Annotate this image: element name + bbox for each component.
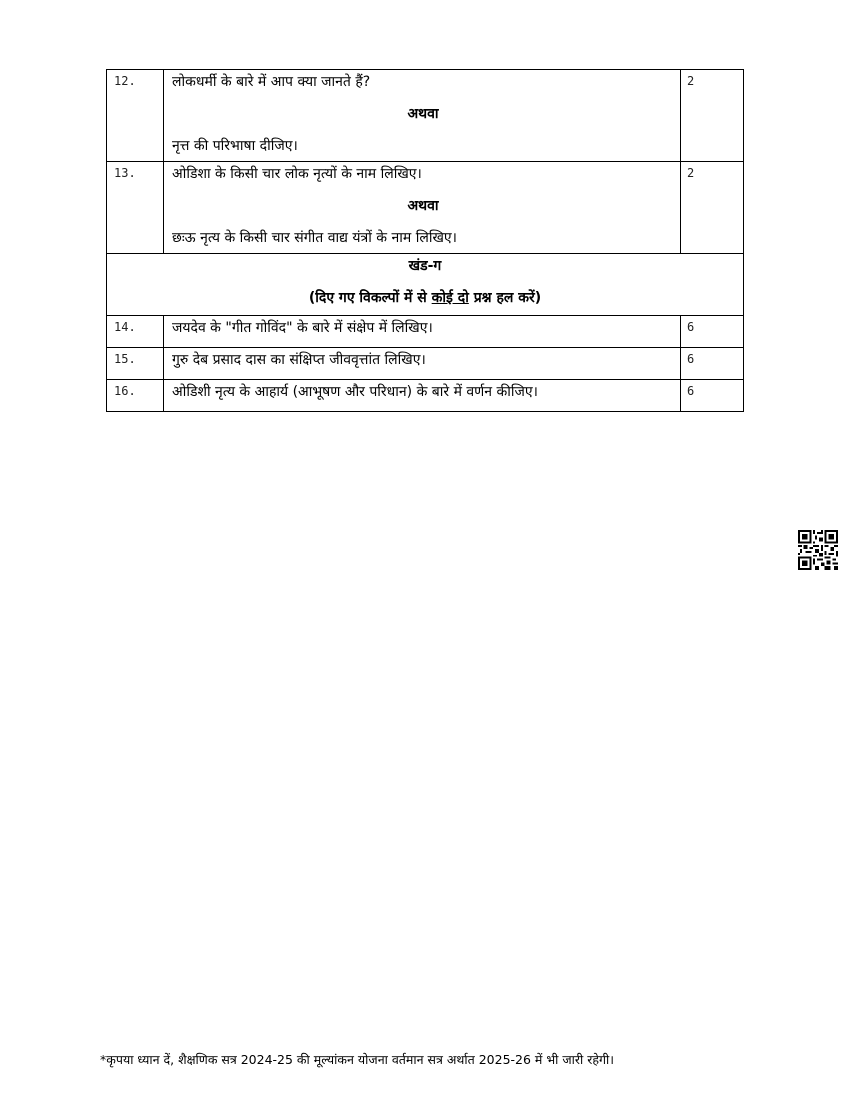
footer-note: *कृपया ध्यान दें, शैक्षणिक सत्र 2024-25 की मूल्यांकन योजना वर्तमान सत्र अर्थात 2025-26 में भी जारी रहेगी।: [100, 1052, 614, 1067]
alternative-question-text: नृत्त की परिभाषा दीजिए।: [172, 138, 298, 154]
question-text: ओडिशा के किसी चार लोक नृत्यों के नाम लिखिए।: [172, 166, 422, 182]
question-text: जयदेव के "गीत गोविंद" के बारे में संक्षेप में लिखिए।: [164, 316, 681, 348]
instruction-underlined-text: कोई दो: [431, 290, 469, 306]
question-table: [106, 69, 744, 412]
section-instruction: [107, 289, 743, 307]
question-row-12: [107, 70, 744, 162]
marks: 2: [681, 70, 744, 162]
marks: 2: [681, 162, 744, 254]
question-number: 14.: [107, 316, 164, 348]
question-number: 16.: [107, 380, 164, 412]
or-label: अथवा: [407, 198, 439, 214]
marks: 6: [681, 348, 744, 380]
alternative-question-text: छःऊ नृत्य के किसी चार संगीत वाद्य यंत्रों के नाम लिखिए।: [172, 230, 457, 246]
instruction-text-end: प्रश्न हल करें): [468, 290, 542, 306]
qr-code-icon: [798, 530, 838, 570]
question-text: गुरु देब प्रसाद दास का संक्षिप्त जीववृत्तांत लिखिए।: [164, 348, 681, 380]
question-text-cell: [164, 162, 681, 254]
question-row-13: [107, 162, 744, 254]
question-row-16: [107, 380, 744, 412]
marks: 6: [681, 380, 744, 412]
question-text-cell: [164, 70, 681, 162]
section-title: खंड-ग: [408, 258, 442, 274]
question-text: लोकधर्मी के बारे में आप क्या जानते हैं?: [172, 74, 371, 90]
question-number: 12.: [107, 70, 164, 162]
question-text: ओडिशी नृत्य के आहार्य (आभूषण और परिधान) के बारे में वर्णन कीजिए।: [164, 380, 681, 412]
section-header: [107, 254, 744, 316]
marks: 6: [681, 316, 744, 348]
question-number: 13.: [107, 162, 164, 254]
question-number: 15.: [107, 348, 164, 380]
question-row-14: [107, 316, 744, 348]
or-label: अथवा: [407, 106, 439, 122]
section-header-row: [107, 254, 744, 316]
question-row-15: [107, 348, 744, 380]
instruction-text: (दिए गए विकल्पों में से: [308, 290, 432, 306]
